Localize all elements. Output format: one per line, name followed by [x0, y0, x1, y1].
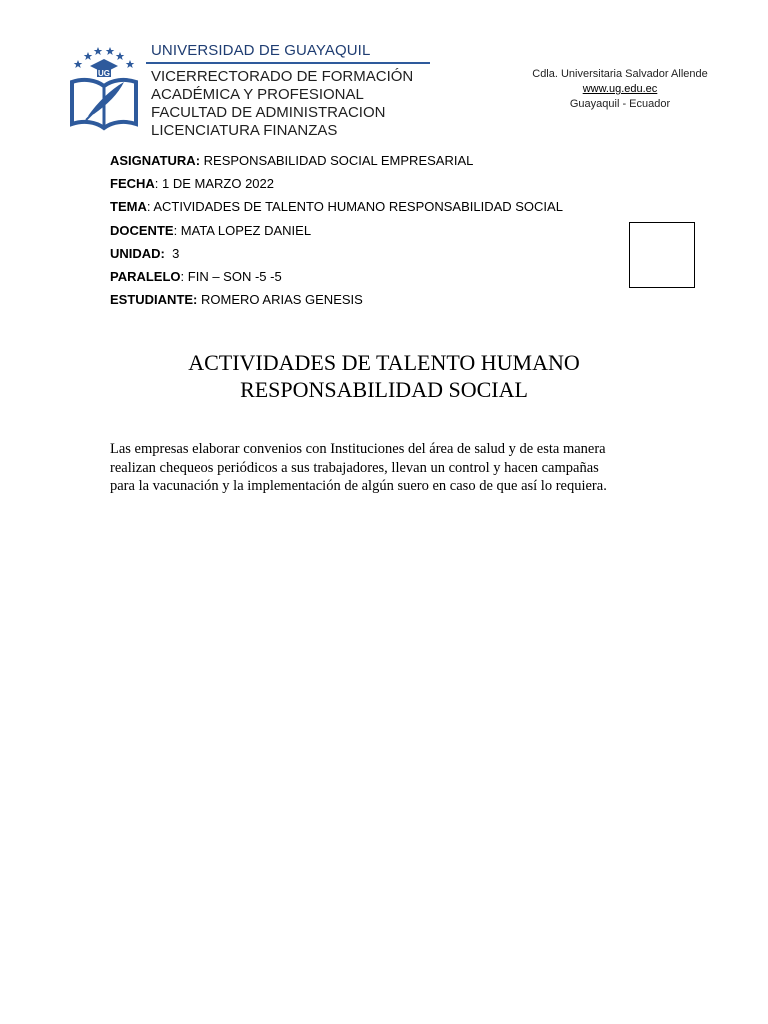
field-value: RESPONSABILIDAD SOCIAL EMPRESARIAL — [200, 153, 474, 168]
body-line: Las empresas elaborar convenios con Instituciones del área de salud y de esta manera — [110, 441, 606, 457]
university-name: UNIVERSIDAD DE GUAYAQUIL — [151, 42, 371, 59]
field-value: : FIN – SON -5 -5 — [180, 269, 282, 285]
title-line: RESPONSABILIDAD SOCIAL — [240, 377, 528, 402]
department-block — [151, 68, 413, 140]
field-unidad — [110, 242, 563, 265]
field-paralelo — [110, 265, 563, 288]
contact-block — [520, 67, 720, 112]
field-asignatura — [110, 149, 563, 172]
field-label: FECHA — [110, 176, 155, 192]
contact-address: Cdla. Universitaria Salvador Allende — [532, 68, 708, 80]
field-label: UNIDAD: — [110, 245, 165, 261]
department-line: FACULTAD DE ADMINISTRACION — [151, 104, 386, 121]
field-label: ASIGNATURA: — [110, 153, 201, 168]
field-value: : 1 DE MARZO 2022 — [154, 176, 274, 192]
field-label: DOCENTE — [110, 222, 174, 238]
contact-city: Guayaquil - Ecuador — [569, 98, 671, 110]
logo-text: UG — [98, 69, 110, 78]
photo-box — [629, 222, 695, 288]
field-value: : MATA LOPEZ DANIEL — [173, 222, 312, 238]
field-fecha — [110, 172, 563, 195]
department-line: ACADÉMICA Y PROFESIONAL — [151, 86, 364, 103]
document-title — [110, 349, 658, 403]
field-label: PARALELO — [110, 269, 181, 285]
title-line: ACTIVIDADES DE TALENTO HUMANO — [188, 350, 580, 375]
university-logo-icon — [68, 44, 140, 132]
field-docente — [110, 219, 563, 242]
field-value: : ACTIVIDADES DE TALENTO HUMANO RESPONSABILIDAD SOCIAL — [146, 199, 563, 215]
department-line: LICENCIATURA FINANZAS — [151, 122, 338, 139]
body-line: para la vacunación y la implementación de algún suero en caso de que así lo requiera. — [110, 478, 607, 494]
field-value: 3 — [164, 245, 180, 261]
header-divider — [146, 62, 430, 64]
document-body — [110, 440, 670, 496]
field-value: ROMERO ARIAS GENESIS — [197, 292, 363, 308]
field-label: ESTUDIANTE: — [110, 292, 198, 308]
info-fields — [110, 149, 563, 311]
field-tema — [110, 195, 563, 218]
field-estudiante — [110, 288, 563, 311]
body-line: realizan chequeos periódicos a sus trabajadores, llevan un control y hacen campañas — [110, 459, 599, 476]
department-line: VICERRECTORADO DE FORMACIÓN — [151, 68, 414, 85]
contact-website-link[interactable]: www.ug.edu.ec — [582, 83, 658, 95]
field-label: TEMA — [110, 199, 147, 215]
